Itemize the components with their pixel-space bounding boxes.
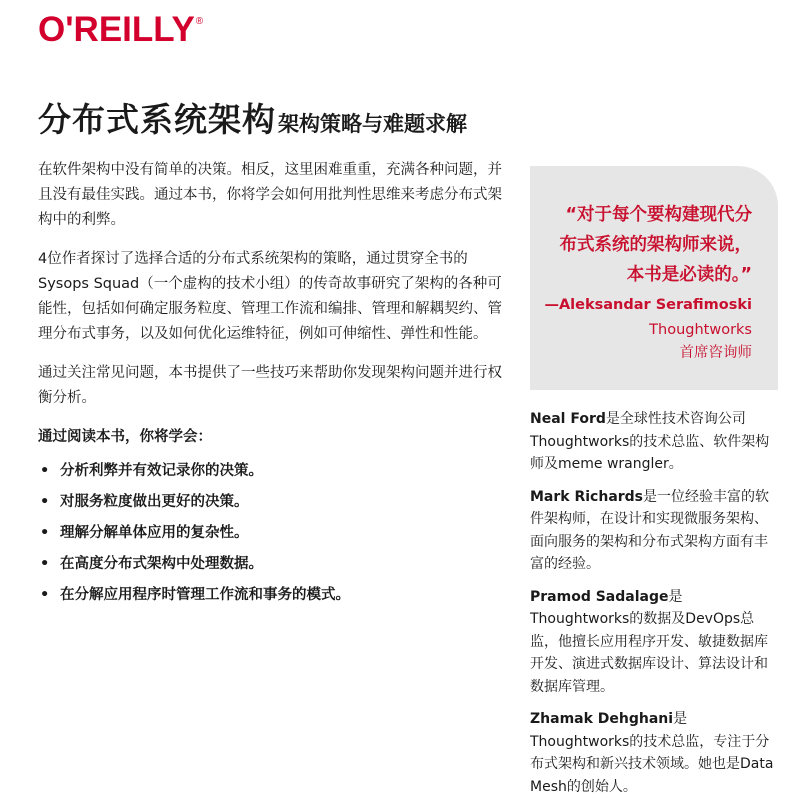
quote-line: 布式系统的架构师来说，: [559, 235, 752, 255]
author-bio: [530, 708, 780, 798]
oreilly-logo: [38, 10, 203, 50]
list-item: [38, 487, 508, 518]
author-description: 是全球性技术咨询公司Thoughtworks的技术总监、软件架构师及meme wrangler。: [530, 411, 770, 472]
description-column: [38, 158, 508, 611]
author-description: 是Thoughtworks的数据及DevOps总监，他擅长应用程序开发、敏捷数据库开发、演进式数据库设计、算法设计和数据库管理。: [530, 588, 768, 695]
bullet-icon: •: [40, 494, 50, 510]
description-paragraph-3: 通过关注常见问题，本书提供了一些技巧来帮助你发现架构问题并进行权衡分析。: [38, 365, 502, 406]
book-subtitle: 架构策略与难题求解: [278, 112, 467, 136]
list-item-text: 理解分解单体应用的复杂性。: [60, 525, 249, 541]
author-bio: [530, 408, 780, 476]
author-name: Pramod Sadalage: [530, 588, 669, 605]
learn-list: [38, 456, 508, 611]
author-name: Zhamak Dehghani: [530, 711, 674, 727]
quote-box: [530, 166, 778, 390]
description-paragraph-2: 4位作者探讨了选择合适的分布式系统架构的策略，通过贯穿全书的Sysops Squad（一个虚构的技术小组）的传奇故事研究了架构的各种可能性，包括如何确定服务粒度、管理工作流和编排、管理和解耦契约、管理分布式事务，以及如何优化运维特征，例如可伸缩性、弹性和性能。: [38, 251, 502, 342]
list-item: [38, 580, 508, 611]
bullet-icon: •: [40, 525, 50, 541]
registered-mark: ®: [195, 16, 204, 27]
bullet-icon: •: [40, 587, 50, 603]
quote-role: 首席咨询师: [679, 345, 752, 361]
quote-line: 本书是必读的。”: [626, 265, 752, 285]
author-description: 是Thoughtworks的技术总监，专注于分布式架构和新兴技术领域。她也是Data Mesh的创始人。: [530, 711, 774, 795]
quote-text: [530, 200, 752, 290]
list-item: [38, 549, 508, 580]
author-bio: [530, 586, 780, 699]
logo-text: O'REILLY: [38, 10, 195, 49]
author-name: Mark Richards: [530, 488, 644, 505]
author-name: Neal Ford: [530, 411, 606, 427]
description-paragraph-1: 在软件架构中没有简单的决策。相反，这里困难重重，充满各种问题，并且没有最佳实践。通过本书，你将学会如何用批判性思维来考虑分布式架构中的利弊。: [38, 162, 502, 228]
bullet-icon: •: [40, 463, 50, 479]
quote-organization: Thoughtworks: [649, 322, 752, 338]
learn-heading: 通过阅读本书，你将学会：: [38, 429, 212, 445]
quote-line: “对于每个要构建现代分: [565, 205, 752, 225]
list-item: [38, 456, 508, 487]
list-item-text: 在高度分布式架构中处理数据。: [60, 556, 263, 572]
list-item: [38, 518, 508, 549]
authors-column: [530, 408, 780, 808]
bullet-icon: •: [40, 556, 50, 572]
quote-author: —Aleksandar Serafimoski: [544, 297, 752, 313]
list-item-text: 在分解应用程序时管理工作流和事务的模式。: [60, 587, 350, 603]
author-bio: [530, 486, 780, 576]
list-item-text: 分析利弊并有效记录你的决策。: [60, 463, 263, 479]
author-description: 是一位经验丰富的软件架构师，在设计和实现微服务架构、面向服务的架构和分布式架构方面有丰富的经验。: [530, 488, 770, 572]
list-item-text: 对服务粒度做出更好的决策。: [60, 494, 249, 510]
book-title: 分布式系统架构: [38, 100, 276, 139]
book-title-block: [38, 94, 467, 141]
